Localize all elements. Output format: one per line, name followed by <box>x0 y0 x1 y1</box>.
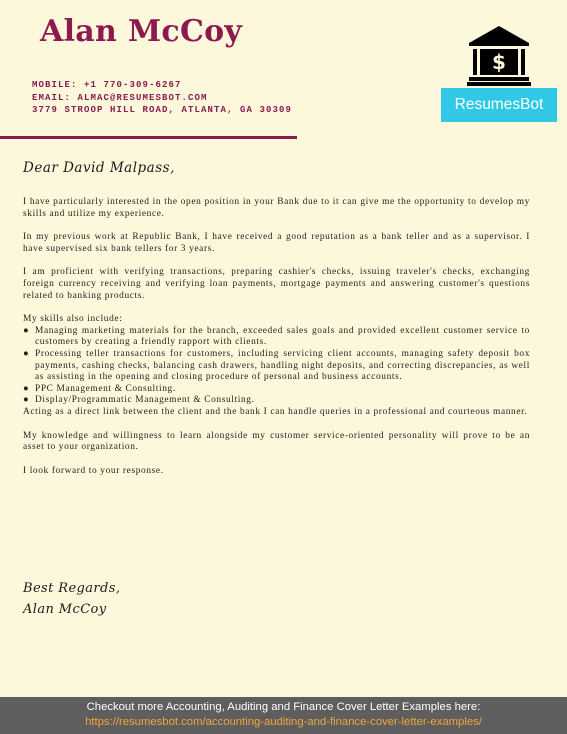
paragraph: My knowledge and willingness to learn alongside my customer service-oriented personality will prove to be an asset to your organization. <box>23 430 530 453</box>
brand-name: ResumesBot <box>454 96 544 113</box>
footer-link[interactable]: https://resumesbot.com/accounting-auditing-and-finance-cover-letter-examples/ <box>85 716 482 728</box>
applicant-name: Alan McCoy <box>40 14 243 49</box>
contact-email: EMAIL: ALMAC@RESUMESBOT.COM <box>32 92 208 103</box>
paragraph: Acting as a direct link between the client and the bank I can handle queries in a professional and courteous manner. <box>23 406 528 417</box>
paragraph: In my previous work at Republic Bank, I have received a good reputation as a bank teller and as a supervisor. I have supervised six bank tellers for 3 years. <box>23 232 530 254</box>
letter-body <box>23 197 530 489</box>
signature-name: Alan McCoy <box>23 602 107 617</box>
header-divider <box>0 136 297 139</box>
contact-mobile: MOBILE: +1 770-309-6267 <box>32 80 182 90</box>
paragraph: I am proficient with verifying transactions, preparing cashier's checks, issuing traveler's checks, exchanging foreign currency receiving and verifying loan payments, mortgage payments and answering customer's questions related to banking products. <box>23 267 530 301</box>
bullet-icon: ● <box>23 395 30 406</box>
list-item-text: Display/Programmatic Management & Consulting. <box>35 395 255 406</box>
paragraph: I have particularly interested in the open position in your Bank due to it can give me the opportunity to develop my skills and utilize my experience. <box>23 197 530 219</box>
bank-dollar-icon <box>467 25 531 87</box>
closing-block <box>23 578 120 620</box>
contact-address: 3779 STROOP HILL ROAD, ATLANTA, GA 30309 <box>32 105 293 115</box>
bullet-icon: ● <box>23 383 30 394</box>
list-item <box>23 384 530 396</box>
salutation: Dear David Malpass, <box>23 160 175 176</box>
list-item <box>23 395 530 407</box>
list-item <box>23 326 530 349</box>
list-item-text: Managing marketing materials for the branch, exceeded sales goals and provided excellent customer service to customers by creating a friendly rapport with clients. <box>35 325 530 348</box>
svg-text:$: $ <box>492 50 506 74</box>
list-item-text: PPC Management & Consulting. <box>35 383 176 394</box>
bullet-icon: ● <box>23 348 30 359</box>
skills-intro: My skills also include: <box>23 314 123 325</box>
skills-list <box>23 326 530 407</box>
footer-text: Checkout more Accounting, Auditing and Finance Cover Letter Examples here: <box>86 701 481 713</box>
list-item <box>23 349 530 384</box>
footer-banner <box>0 697 567 734</box>
closing-phrase: Best Regards, <box>23 581 121 596</box>
contact-block <box>32 79 292 117</box>
bullet-icon: ● <box>23 325 30 336</box>
list-item-text: Processing teller transactions for customers, including servicing client accounts, managing safety deposit box payments, cashing checks, balancing cash drawers, handling night deposits, and correcting discrepancies, as well as assisting in the opening and closing procedure of personal and business accounts. <box>35 348 530 383</box>
paragraph: I look forward to your response. <box>23 465 164 476</box>
brand-badge <box>441 88 557 122</box>
